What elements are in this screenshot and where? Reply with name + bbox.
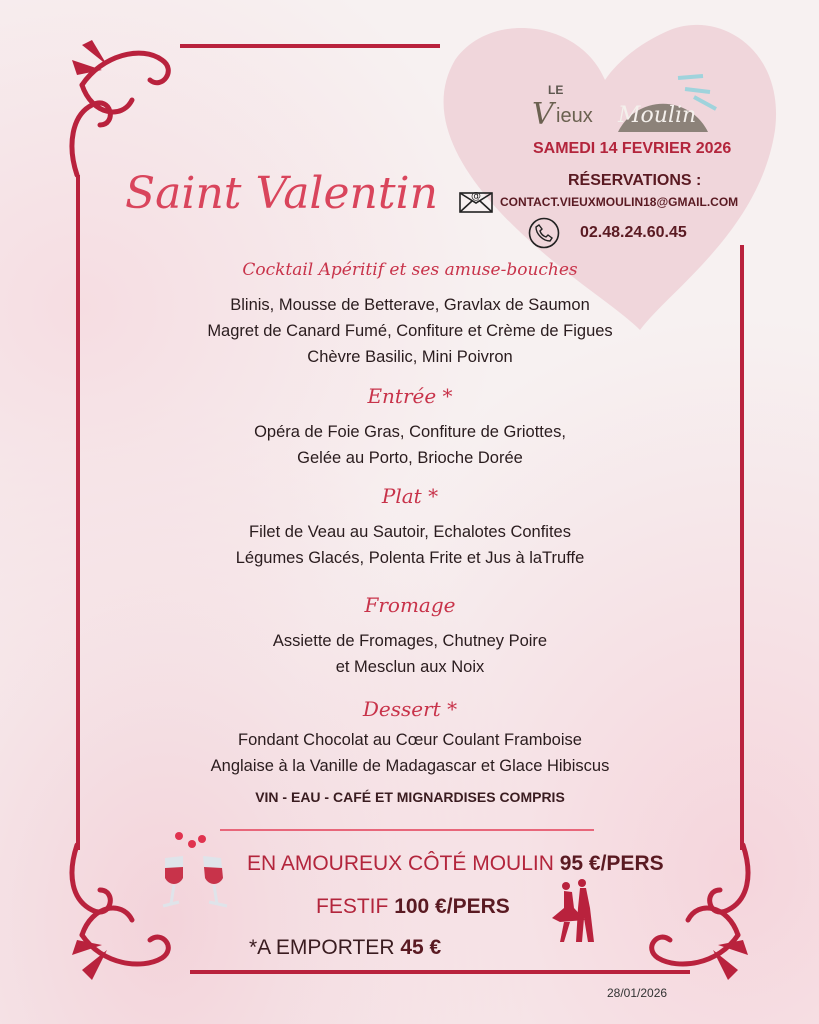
price-value: 95 €/PERS (559, 852, 664, 875)
section-heading-fromage: Fromage (364, 593, 456, 617)
included-note: VIN - EAU - CAFÉ ET MIGNARDISES COMPRIS (255, 789, 565, 805)
frame-right (740, 245, 744, 850)
menu-item: Assiette de Fromages, Chutney Poire (272, 632, 548, 650)
price-value: 45 € (400, 936, 442, 959)
menu-item: Fondant Chocolat au Cœur Coulant Framboise (238, 731, 582, 749)
menu-item: et Mesclun aux Noix (335, 658, 485, 676)
price-label: *A EMPORTER (249, 936, 395, 959)
section-items-fromage (110, 628, 710, 680)
wine-glasses-icon (157, 830, 232, 910)
reservations-label: RÉSERVATIONS : (568, 172, 702, 189)
corner-ornament-top-left (62, 25, 192, 185)
section-items-plat (110, 519, 710, 571)
svg-text:@: @ (471, 191, 481, 202)
price-line-emporter (249, 936, 441, 960)
phone-link[interactable]: 02.48.24.60.45 (580, 224, 687, 241)
heart-background (430, 10, 780, 330)
svg-text:V: V (532, 97, 554, 132)
section-heading-dessert: Dessert * (362, 697, 458, 721)
envelope-at-icon (459, 187, 493, 213)
email-link[interactable]: CONTACT.VIEUXMOULIN18@GMAIL.COM (500, 195, 739, 209)
dancing-couple-icon (550, 878, 600, 948)
section-items-cocktail (110, 292, 710, 370)
svg-text:LE: LE (548, 83, 564, 97)
frame-left (76, 175, 80, 850)
section-heading-plat: Plat * (381, 484, 439, 508)
section-heading-cocktail: Cocktail Apéritif et ses amuse-bouches (242, 260, 578, 280)
svg-text:Moulin: Moulin (618, 103, 697, 128)
menu-item: Opéra de Foie Gras, Confiture de Griottes, (254, 423, 566, 441)
price-label: FESTIF (316, 895, 389, 918)
frame-top (180, 44, 440, 48)
menu-item: Blinis, Mousse de Betterave, Gravlax de Saumon (230, 296, 590, 314)
menu-item: Magret de Canard Fumé, Confiture et Crème de Figues (207, 322, 613, 340)
event-date: SAMEDI 14 FEVRIER 2026 (533, 140, 732, 157)
menu-item: Chèvre Basilic, Mini Poivron (307, 348, 513, 366)
frame-bottom (190, 970, 690, 974)
footer-date: 28/01/2026 (607, 986, 668, 1000)
section-heading-entree: Entrée * (367, 384, 453, 408)
menu-item: Légumes Glacés, Polenta Frite et Jus à laTruffe (235, 549, 585, 567)
price-line-festif (316, 895, 510, 919)
divider (220, 829, 594, 831)
menu-item: Gelée au Porto, Brioche Dorée (297, 449, 523, 467)
section-items-dessert (110, 727, 710, 779)
logo (528, 64, 728, 134)
page-title: Saint Valentin (125, 168, 438, 219)
price-line-amoureux (247, 852, 664, 876)
price-value: 100 €/PERS (394, 895, 510, 918)
section-items-entree (110, 419, 710, 471)
menu-item: Filet de Veau au Sautoir, Echalotes Confites (249, 523, 571, 541)
price-label: EN AMOUREUX CÔTÉ MOULIN (247, 852, 554, 875)
phone-icon (528, 217, 560, 249)
menu-item: Anglaise à la Vanille de Madagascar et Glace Hibiscus (210, 757, 610, 775)
svg-text:ieux: ieux (556, 105, 593, 127)
